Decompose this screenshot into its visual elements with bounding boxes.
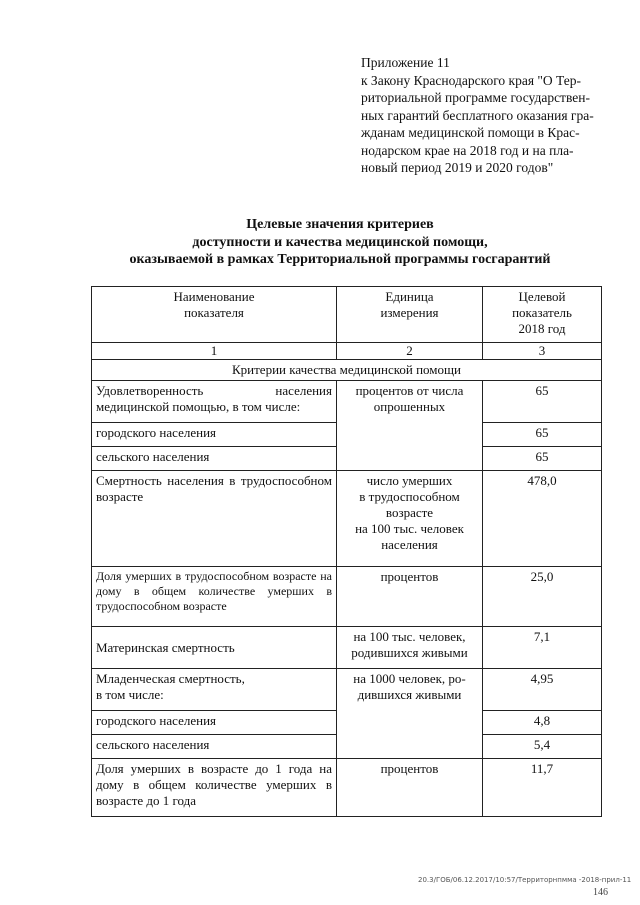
indicator-value: 25,0 [483, 567, 602, 627]
indicator-unit: на 1000 человек, ро- дившихся живыми [337, 669, 483, 759]
indicator-name: Удовлетворенность населения медицинской помощью, в том числе: [92, 381, 337, 423]
indicator-value: 65 [483, 381, 602, 423]
title-line: оказываемой в рамках Территориальной программы госгарантий [129, 252, 551, 267]
indicator-unit: процентов [337, 759, 483, 817]
title-line: Целевые значения критериев [246, 217, 434, 232]
table-row [92, 627, 602, 669]
indicator-value: 7,1 [483, 627, 602, 669]
appendix-line: к Закону Краснодарского края "О Тер- [361, 72, 582, 88]
indicator-name: Смертность населения в трудоспособном возрасте [92, 471, 337, 567]
indicator-name: Доля умерших в трудоспособном возрасте на дому в общем количестве умерших в трудоспособном возрасте [92, 567, 337, 627]
indicator-name: Материнская смертность [92, 627, 337, 669]
section-title: Критерии качества медицинской помощи [92, 360, 602, 381]
indicator-name: Доля умерших в возрасте до 1 года на дому в общем количестве умерших в возрасте до 1 года [92, 759, 337, 817]
indicator-unit: процентов от числа опрошенных [337, 381, 483, 471]
appendix-line: новый период 2019 и 2020 годов" [361, 160, 554, 175]
appendix-line: нодарском крае на 2018 год и на пла- [361, 142, 574, 158]
indicator-value: 65 [483, 447, 602, 471]
indicator-unit: на 100 тыс. человек, родившихся живыми [337, 627, 483, 669]
section-row [92, 360, 602, 381]
indicator-value: 478,0 [483, 471, 602, 567]
indicator-value: 5,4 [483, 735, 602, 759]
indicator-value: 65 [483, 423, 602, 447]
column-number-row [92, 343, 602, 360]
title-line: доступности и качества медицинской помощи, [192, 234, 488, 250]
table-row [92, 381, 602, 423]
indicator-value: 4,95 [483, 669, 602, 711]
indicator-name: сельского населения [92, 735, 337, 759]
indicator-value: 11,7 [483, 759, 602, 817]
table-row [92, 669, 602, 711]
header-target: Целевой показатель 2018 год [483, 287, 602, 343]
column-number: 1 [92, 343, 337, 360]
document-title [60, 216, 620, 269]
header-unit: Единица измерения [337, 287, 483, 343]
table-row [92, 567, 602, 627]
column-number: 2 [337, 343, 483, 360]
header-row [92, 287, 602, 343]
appendix-line: Приложение 11 [361, 55, 450, 70]
indicator-name: городского населения [92, 423, 337, 447]
document-footer: 20.3/ГОБ/06.12.2017/10:57/Территорнпмма -2018-прил-11 [418, 876, 632, 884]
indicator-value: 4,8 [483, 711, 602, 735]
page-number: 146 [593, 887, 608, 898]
appendix-line: жданам медицинской помощи в Крас- [361, 125, 580, 140]
indicator-name: сельского населения [92, 447, 337, 471]
indicator-unit: процентов [337, 567, 483, 627]
criteria-table [91, 286, 602, 817]
appendix-line: риториальной программе государствен- [361, 90, 590, 105]
indicator-unit: число умерших в трудоспособном возрасте на 100 тыс. человек населения [337, 471, 483, 567]
indicator-name: Младенческая смертность, в том числе: [92, 669, 337, 711]
table-row [92, 471, 602, 567]
table-row [92, 759, 602, 817]
column-number: 3 [483, 343, 602, 360]
appendix-note [361, 54, 607, 177]
indicator-name: городского населения [92, 711, 337, 735]
header-name: Наименование показателя [92, 287, 337, 343]
appendix-line: ных гарантий бесплатного оказания гра- [361, 107, 594, 123]
